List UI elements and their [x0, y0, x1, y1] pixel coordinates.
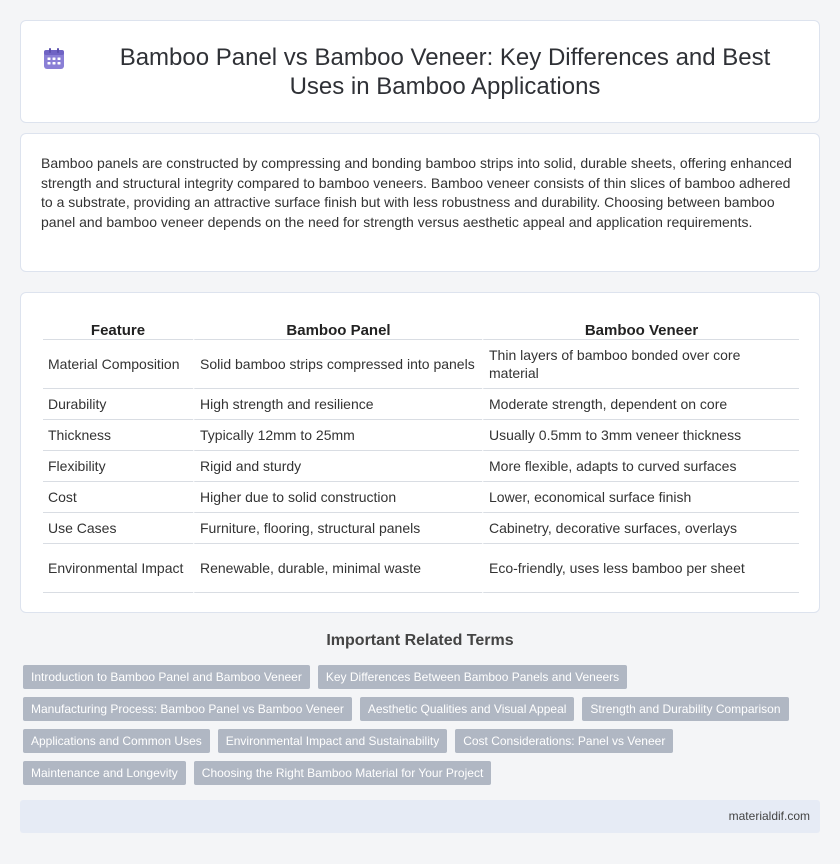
intro-paragraph: Bamboo panels are constructed by compressing and bonding bamboo strips into solid, durable sheets, offering enhanced strength and structural integrity compared to bamboo veneers. Bamboo veneer consists of thin slices of bamboo adhered to a substrate, providing an attractive surface finish but with less robustness and durability. Choosing between bamboo panel and bamboo veneer depends on the need for strength versus aesthetic appeal and application requirements. [41, 155, 792, 230]
cell-panel: High strength and resilience [193, 389, 482, 420]
footer [20, 800, 820, 833]
related-term-link[interactable]: Aesthetic Qualities and Visual Appeal [360, 697, 575, 721]
related-term-link[interactable]: Choosing the Right Bamboo Material for Your Project [194, 761, 492, 785]
intro-card [20, 133, 820, 272]
calendar-icon [41, 46, 67, 72]
header-bamboo-panel: Bamboo Panel [193, 315, 482, 340]
cell-panel: Solid bamboo strips compressed into panels [193, 340, 482, 389]
related-term-link[interactable]: Environmental Impact and Sustainability [218, 729, 447, 753]
footer-site-name: materialdif.com [728, 809, 810, 823]
table-row [43, 482, 799, 513]
cell-veneer: More flexible, adapts to curved surfaces [482, 451, 799, 482]
cell-veneer: Moderate strength, dependent on core [482, 389, 799, 420]
header-feature: Feature [43, 315, 193, 340]
table-row [43, 389, 799, 420]
cell-feature: Use Cases [43, 513, 193, 544]
related-term-link[interactable]: Maintenance and Longevity [23, 761, 186, 785]
related-term-link[interactable]: Manufacturing Process: Bamboo Panel vs Bamboo Veneer [23, 697, 352, 721]
title-wrap [21, 21, 819, 122]
header-bamboo-veneer: Bamboo Veneer [482, 315, 799, 340]
cell-panel: Rigid and sturdy [193, 451, 482, 482]
cell-panel: Renewable, durable, minimal waste [193, 544, 482, 593]
cell-veneer: Eco-friendly, uses less bamboo per sheet [482, 544, 799, 593]
related-term-link[interactable]: Cost Considerations: Panel vs Veneer [455, 729, 673, 753]
tag-row [23, 665, 823, 689]
page-title: Bamboo Panel vs Bamboo Veneer: Key Differences and Best Uses in Bamboo Applications [119, 43, 771, 100]
cell-veneer: Thin layers of bamboo bonded over core material [482, 340, 799, 389]
cell-feature: Environmental Impact [43, 544, 193, 593]
cell-veneer: Cabinetry, decorative surfaces, overlays [482, 513, 799, 544]
table-header-row [43, 315, 799, 340]
related-terms-list [23, 665, 823, 793]
table-row [43, 544, 799, 593]
cell-feature: Material Composition [43, 340, 193, 389]
cell-panel: Furniture, flooring, structural panels [193, 513, 482, 544]
cell-veneer: Lower, economical surface finish [482, 482, 799, 513]
table-row [43, 340, 799, 389]
cell-feature: Cost [43, 482, 193, 513]
tag-row [23, 729, 823, 753]
table-row [43, 513, 799, 544]
related-term-link[interactable]: Introduction to Bamboo Panel and Bamboo Veneer [23, 665, 310, 689]
tag-row [23, 761, 823, 785]
cell-panel: Typically 12mm to 25mm [193, 420, 482, 451]
comparison-table [43, 315, 799, 593]
table-row [43, 451, 799, 482]
related-term-link[interactable]: Key Differences Between Bamboo Panels and Veneers [318, 665, 627, 689]
title-card [20, 20, 820, 123]
cell-feature: Thickness [43, 420, 193, 451]
related-term-link[interactable]: Strength and Durability Comparison [582, 697, 788, 721]
comparison-card [20, 292, 820, 613]
related-term-link[interactable]: Applications and Common Uses [23, 729, 210, 753]
cell-panel: Higher due to solid construction [193, 482, 482, 513]
cell-feature: Flexibility [43, 451, 193, 482]
cell-feature: Durability [43, 389, 193, 420]
cell-veneer: Usually 0.5mm to 3mm veneer thickness [482, 420, 799, 451]
table-row [43, 420, 799, 451]
tag-row [23, 697, 823, 721]
related-terms-heading: Important Related Terms [326, 632, 514, 649]
